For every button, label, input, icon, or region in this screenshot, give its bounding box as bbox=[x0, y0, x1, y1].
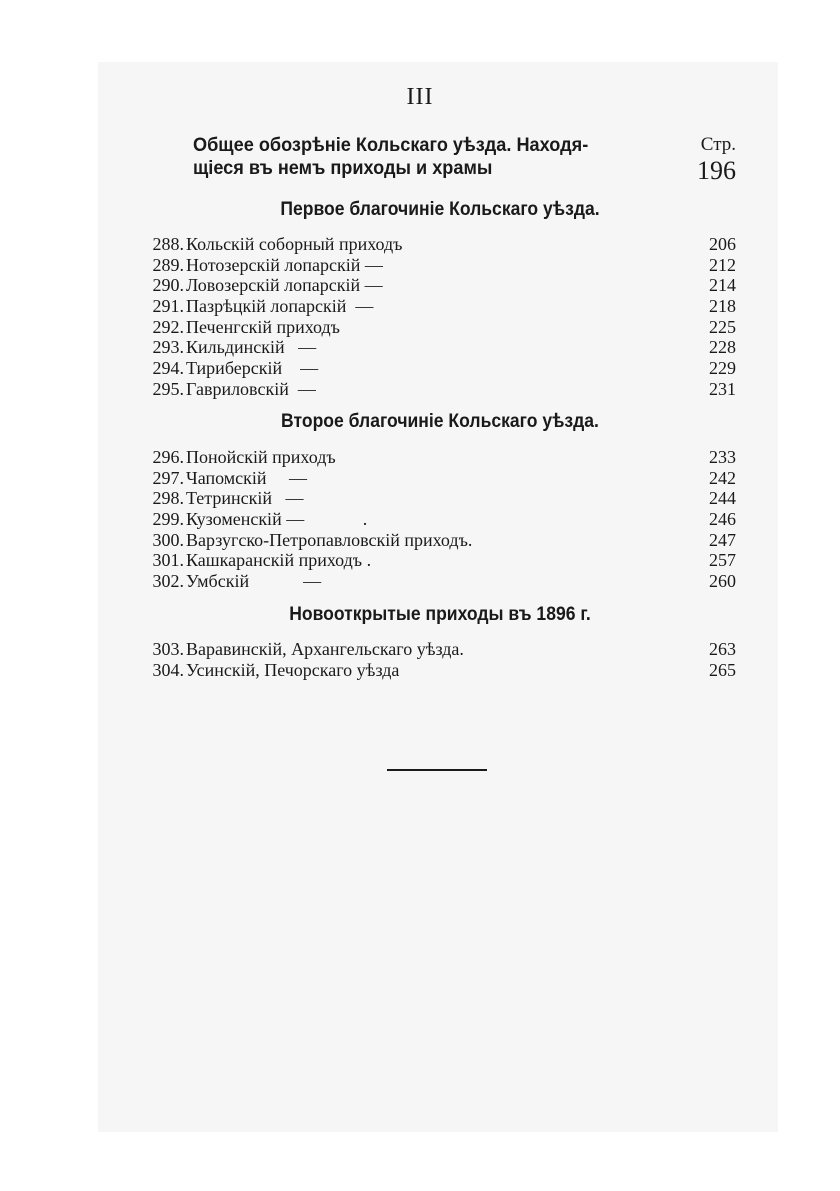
entry-number: 291. bbox=[152, 296, 184, 317]
intro-heading-line-2: щіеся въ немъ приходы и храмы bbox=[193, 157, 493, 179]
entry-number: 303. bbox=[152, 639, 184, 659]
entry-number: 288. bbox=[152, 234, 184, 254]
entry-number: 297. bbox=[152, 467, 184, 488]
entry-number: 289. bbox=[152, 254, 184, 275]
entry-number: 294. bbox=[152, 358, 184, 379]
entry-title: Гавриловскій — bbox=[186, 378, 316, 399]
toc-entry bbox=[136, 358, 736, 379]
entry-page: 228 bbox=[709, 337, 736, 358]
entry-title: Кольскій соборный приходъ bbox=[186, 234, 403, 254]
entry-page: 247 bbox=[709, 529, 736, 550]
entry-page: 257 bbox=[709, 550, 736, 571]
toc-entry bbox=[136, 550, 736, 571]
intro-entry bbox=[193, 134, 738, 186]
entry-number: 296. bbox=[152, 447, 184, 467]
closing-rule bbox=[387, 769, 487, 771]
entry-number: 302. bbox=[152, 571, 184, 592]
toc-list-first-deanery bbox=[136, 234, 736, 400]
toc-entry bbox=[136, 660, 736, 681]
entry-page: 225 bbox=[709, 316, 736, 337]
entry-title: Варавинскій, Архангельскаго уѣзда. bbox=[186, 639, 464, 659]
entry-title: Усинскій, Печорскаго уѣзда bbox=[186, 659, 400, 680]
entry-number: 299. bbox=[152, 509, 184, 530]
entry-title: Варзугско-Петропавловскій приходъ. bbox=[186, 529, 473, 550]
entry-title: Умбскій — bbox=[186, 571, 322, 592]
entry-title: Нотозерскій лопарскій — bbox=[186, 254, 383, 275]
toc-entry bbox=[136, 337, 736, 358]
toc-entry bbox=[136, 571, 736, 592]
entry-page: 229 bbox=[709, 358, 736, 379]
page-number: III bbox=[406, 84, 434, 110]
entry-title: Кузоменскій — . bbox=[186, 509, 368, 530]
entry-title: Ловозерскій лопарскій — bbox=[186, 275, 383, 296]
entry-title: Чапомскій — bbox=[186, 467, 307, 488]
entry-page: 246 bbox=[709, 509, 736, 530]
entry-title: Кашкаранскій приходъ . bbox=[186, 550, 372, 571]
toc-list-new-parishes bbox=[136, 639, 736, 680]
section-title-first-deanery: Первое благочиніе Кольскаго уѣзда. bbox=[280, 198, 600, 220]
toc-entry bbox=[136, 509, 736, 530]
entry-number: 300. bbox=[152, 529, 184, 550]
intro-page-ref: 196 bbox=[697, 156, 736, 185]
section-title-second-deanery: Второе благочиніе Кольскаго уѣзда. bbox=[281, 410, 599, 432]
toc-entry bbox=[136, 447, 736, 468]
entry-page: 212 bbox=[709, 254, 736, 275]
entry-page: 218 bbox=[709, 296, 736, 317]
entry-page: 231 bbox=[709, 378, 736, 399]
toc-entry bbox=[136, 296, 736, 317]
entry-title: Печенгскій приходъ bbox=[186, 316, 340, 337]
toc-entry bbox=[136, 379, 736, 400]
entry-page: 242 bbox=[709, 467, 736, 488]
intro-heading bbox=[193, 134, 639, 180]
toc-entry bbox=[136, 317, 736, 338]
page-background bbox=[98, 62, 778, 1132]
toc-entry bbox=[136, 275, 736, 296]
toc-entry bbox=[136, 255, 736, 276]
entry-title: Кильдинскій — bbox=[186, 337, 317, 358]
entry-number: 295. bbox=[152, 378, 184, 399]
toc-entry bbox=[136, 530, 736, 551]
section-title-new-parishes: Новооткрытые приходы въ 1896 г. bbox=[289, 603, 591, 625]
entry-title: Тетринскій — bbox=[186, 488, 304, 509]
entry-number: 293. bbox=[152, 337, 184, 358]
entry-page: 233 bbox=[709, 447, 736, 467]
entry-page: 214 bbox=[709, 275, 736, 296]
page-column-label: Стр. bbox=[700, 134, 736, 155]
entry-page: 263 bbox=[709, 639, 736, 659]
intro-heading-line-1: Общее обозрѣніе Кольскаго уѣзда. Находя- bbox=[193, 134, 589, 156]
entry-number: 298. bbox=[152, 488, 184, 509]
entry-number: 290. bbox=[152, 275, 184, 296]
entry-page: 206 bbox=[709, 234, 736, 254]
toc-entry bbox=[136, 488, 736, 509]
entry-page: 244 bbox=[709, 488, 736, 509]
entry-number: 301. bbox=[152, 550, 184, 571]
entry-title: Пазрѣцкій лопарскій — bbox=[186, 296, 374, 317]
entry-title: Понойскій приходъ bbox=[186, 447, 336, 467]
entry-page: 265 bbox=[709, 659, 736, 680]
entry-title: Тириберскій — bbox=[186, 358, 319, 379]
entry-number: 304. bbox=[152, 659, 184, 680]
toc-entry bbox=[136, 234, 736, 255]
toc-entry bbox=[136, 639, 736, 660]
toc-entry bbox=[136, 468, 736, 489]
toc-list-second-deanery bbox=[136, 447, 736, 592]
entry-page: 260 bbox=[709, 571, 736, 592]
entry-number: 292. bbox=[152, 316, 184, 337]
